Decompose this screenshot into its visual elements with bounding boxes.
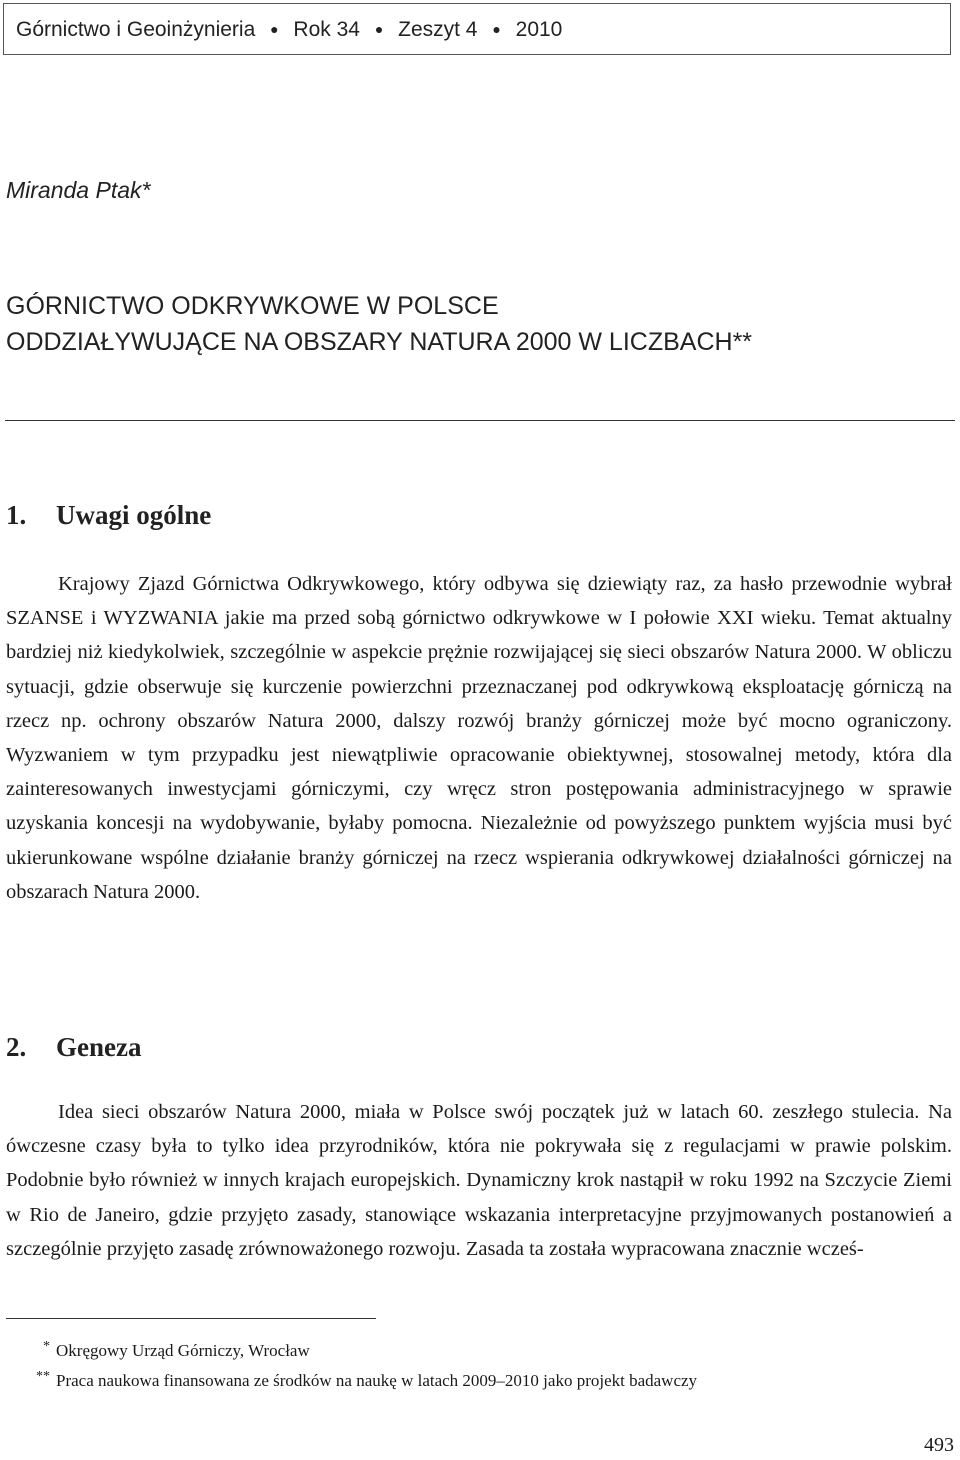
journal-year: Rok 34 xyxy=(293,18,360,41)
section-2-heading xyxy=(6,1032,141,1063)
footnote-2-mark: ** xyxy=(36,1369,50,1384)
title-divider xyxy=(5,420,955,421)
footnote-1-mark: * xyxy=(43,1339,50,1354)
title-line-2: ODDZIAŁYWUJĄCE NA OBSZARY NATURA 2000 W LICZBACH** xyxy=(6,328,753,356)
author-name: Miranda Ptak* xyxy=(6,177,151,203)
page-number: 493 xyxy=(924,1434,954,1456)
section-2-number: 2. xyxy=(6,1032,27,1062)
section-1-heading xyxy=(6,500,211,531)
bullet-separator: ● xyxy=(374,21,384,37)
footnote-divider xyxy=(6,1318,376,1319)
section-2-title: Geneza xyxy=(56,1032,142,1062)
journal-name: Górnictwo i Geoinżynieria xyxy=(16,18,256,41)
journal-date: 2010 xyxy=(515,18,563,41)
journal-header xyxy=(3,3,951,55)
title-line-1: GÓRNICTWO ODKRYWKOWE W POLSCE xyxy=(6,292,499,320)
section-1-paragraph: Krajowy Zjazd Górnictwa Odkrywkowego, który odbywa się dziewiąty raz, za hasło przewodnie wybrał SZANSE i WYZWANIA jakie ma przed sobą górnictwo odkrywkowe w I połowie XXI wieku. Temat aktualny bardziej niż kiedykolwiek, szczególnie w aspekcie prężnie rozwijającej się sieci obszarów Natura 2000. W obliczu sytuacji, gdzie obserwuje się kurczenie powierzchni przeznaczanej pod odkrywkową eksploatację górniczą na rzecz np. ochrony obszarów Natura 2000, dalszy rozwój branży górniczej może być mocno ograniczony. Wyzwaniem w tym przypadku jest niewątpliwie opracowanie obiektywnej, stosowalnej metody, która dla zainteresowanych inwestycjami górniczymi, czy wręcz stron postępowania administracyjnego w sprawie uzyskania koncesji na wydobywanie, byłaby pomocna. Niezależnie od powyższego punktem wyjścia musi być ukierunkowane wspólne działanie branży górniczej na rzecz wspierania odkrywkowej działalności górniczej na obszarach Natura 2000. xyxy=(6,573,952,903)
footnote-1 xyxy=(6,1336,310,1362)
footnote-2-text: Praca naukowa finansowana ze środków na naukę w latach 2009–2010 jako projekt badawczy xyxy=(56,1371,698,1390)
footnote-2 xyxy=(6,1366,697,1392)
section-2-paragraph: Idea sieci obszarów Natura 2000, miała w Polsce swój początek już w latach 60. zeszłego stulecia. Na ówczesne czasy była to tylko idea przyrodników, która nie pokrywała się z regulacjami w prawie polskim. Podobnie było również w innych krajach europejskich. Dynamiczny krok nastąpił w roku 1992 na Szczycie Ziemi w Rio de Janeiro, gdzie przyjęto zasady, stanowiące wskazania interpretacyjne przyjmowanych postanowień a szczególnie przyjęto zasadę zrównoważonego rozwoju. Zasada ta została wypracowana znacznie wcześ- xyxy=(6,1101,952,1260)
footnote-1-text: Okręgowy Urząd Górniczy, Wrocław xyxy=(56,1341,310,1360)
journal-issue: Zeszyt 4 xyxy=(398,18,478,41)
section-1-title: Uwagi ogólne xyxy=(56,500,212,530)
article-title xyxy=(6,288,752,360)
bullet-separator: ● xyxy=(270,21,279,37)
bullet-separator: ● xyxy=(492,21,501,37)
section-1-number: 1. xyxy=(6,500,27,530)
